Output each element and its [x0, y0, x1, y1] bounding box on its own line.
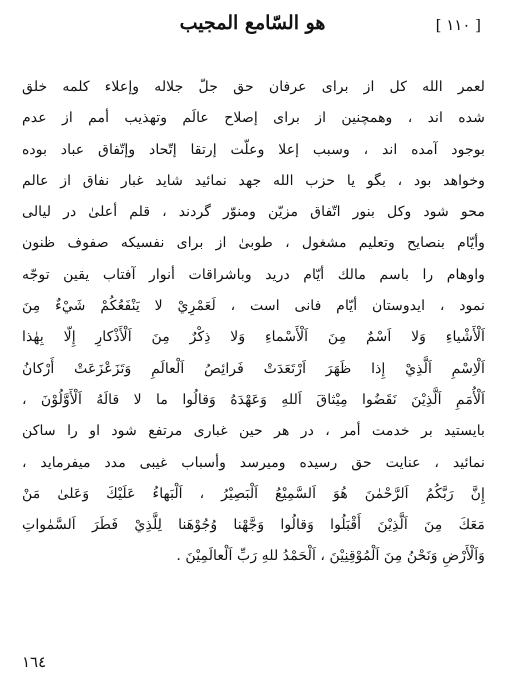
page-header — [22, 6, 483, 40]
text-line: اَلْأُمَمِ اَلَّذِيْنَ نَقَضُوا مِيْثاقَ اَللهِ وَعَهْدَهُ وَقالُوا ما لا قالَهُ اَلْأَوَّلُوْنَ ، — [22, 391, 485, 408]
page-number: ١٦٤ — [22, 653, 47, 671]
page-reference-number: [ ١١٠ ] — [435, 16, 481, 34]
text-line: بوجود آمده اند ، وسبب إعلا وعلّت إرتقا إتّحاد وإتّفاق عباد بوده — [22, 141, 485, 158]
text-line: شده اند ، وهمچنين از برای إصلاح عالَم وتهذيب أمم از عدم — [22, 110, 485, 127]
page-title: هو السّامع المجيب — [179, 12, 326, 34]
text-line: اَلْأَشْياءِ وَلا اَسْمٌ مِنَ اَلْأَسْماءِ وَلا ذِكْرٌ مِنَ اَلْأَذْكارِ إِلّا بِهٰذا — [22, 329, 485, 346]
text-line: بايستيد بر خدمت أمر ، در هر حين غباری مرتفع شود او را ساکن — [22, 423, 485, 440]
text-line: محو شود وکل بنور اتّفاق مزيّن ومنوّر گردند ، قلم أعلیٰ در ليالی — [22, 204, 485, 221]
text-line: إِنَّ رَبَّكُمُ اَلرَّحْمٰنَ هُوَ اَلسَّمِيْعُ اَلْبَصِيْرُ ، اَلْبَهاءُ عَلَيْكَ وَعَلىٰ مَنْ — [22, 485, 485, 502]
text-line: نمائيد ، عنايت حق رسيده وميرسد وأسباب غيبی مدد ميفرمايد ، — [22, 454, 485, 471]
text-line: اَلْاِسْمِ اَلَّذِيْ إِذا ظَهَرَ اَرْتَعَدَتْ فَرائِصُ اَلْعالَمِ وَتَزَعْزَعَتْ أَرْكانُ — [22, 360, 485, 377]
text-line: وأيّام بنصايح وتعليم مشغول ، طوبیٰ از برای نفسيکه صفوف ظنون — [22, 235, 485, 252]
text-line: واوهام را باسم مالك أيّام دريد وباشراقات أنوار آفتاب يقين توجّه — [22, 266, 485, 283]
text-line: لعمر الله کل از برای عرفان حق جلّ جلاله وإعلاء کلمه خلق — [22, 79, 485, 95]
text-line: وَاَلْأَرْضِ وَنَحْنُ مِنَ اَلْمُوْقِنِيْنَ ، اَلْحَمْدُ للهِ رَبِّ اَلْعالَمِيْنَ . — [176, 548, 485, 565]
text-line: نمود ، ايدوستان أيّام فانی است ، لَعَمْرِيْ لا يَنْفَعُكُمْ شَيْءٌ مِنَ — [22, 298, 485, 315]
text-line: مَعَكَ مِنَ اَلَّذِيْنَ أَقْبَلُوا وَقالُوا وَجَّهْنا وُجُوْهَنا لِلَّذِيْ فَطَرَ اَلسَّمٰواتِ — [22, 517, 485, 534]
body-text — [22, 72, 485, 573]
text-line: وخواهد بود ، بگو يا حزب الله جهد نمائيد شايد غبار نفاق از عالم — [22, 172, 485, 189]
